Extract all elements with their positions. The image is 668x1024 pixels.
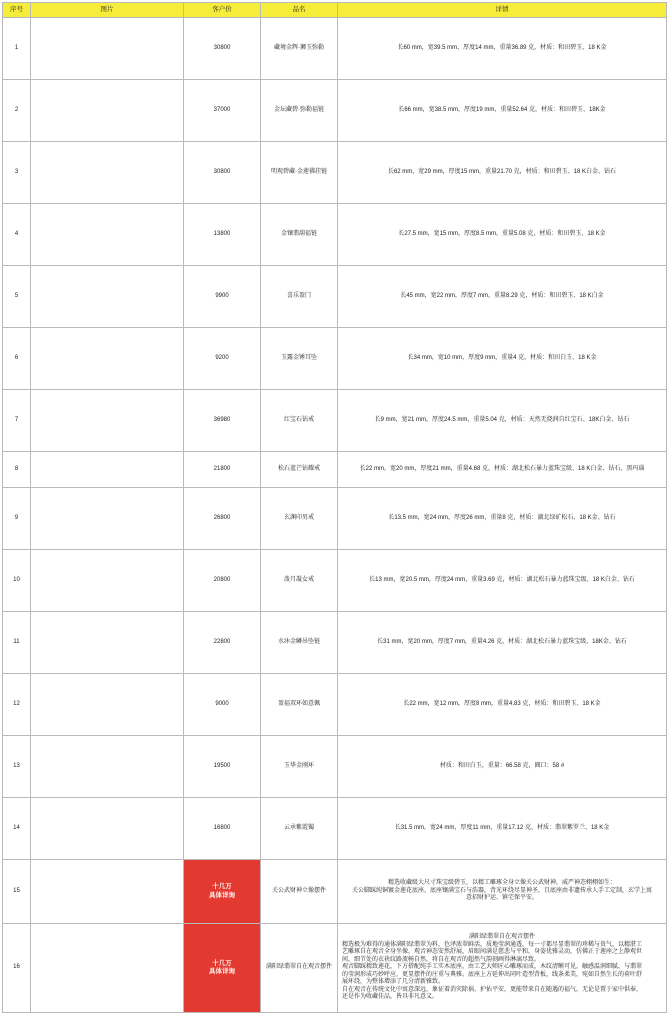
row-number: 5: [3, 266, 31, 328]
image-cell: [31, 266, 184, 328]
details-cell: [338, 550, 667, 612]
details-line: 长31 mm，宽20 mm，厚度7 mm，重量4.26 克，材质：湖北松石暴力蓝珠宝级、18K金、钻石: [377, 638, 627, 645]
image-group: [31, 517, 183, 521]
product-name: 玉露金锤耳坠: [261, 328, 338, 390]
row-number: 14: [3, 798, 31, 860]
product-table: [2, 2, 667, 1013]
product-name: 水沐金鳞吊坠链: [261, 612, 338, 674]
header-details: 详情: [338, 3, 667, 18]
image-group: [31, 641, 183, 645]
image-group: [31, 579, 183, 583]
row-number: 16: [3, 924, 31, 1013]
details-cell: [338, 798, 667, 860]
row-number: 2: [3, 80, 31, 142]
price-cell: 37000: [184, 80, 261, 142]
image-cell: [31, 736, 184, 798]
price-cell: 26800: [184, 488, 261, 550]
image-group: [31, 171, 183, 175]
image-group: [31, 295, 183, 299]
details-line: 长13.5 mm，宽24 mm，厚度26 mm，重量8 克，材质：湖北绿矿松石、18 K金、钻石: [388, 514, 616, 521]
price-cell: 22800: [184, 612, 261, 674]
details-line: 精选收藏级大尺寸珠宝级碧玉，以精工雕琢全身立像关公武财神，威严神态栩栩如生：: [387, 880, 616, 887]
product-name: 关公武财神立像摆件: [261, 860, 338, 924]
details-line: 艺雕琢自在观音全身坐像，观音神态安然舒展，眉眼间满是慈悲与平和，身姿优雅灵动，仿佛正于莲座之上静观世: [342, 949, 643, 956]
details-line: 长45 mm，宽22 mm，厚度7 mm，重量8.29 克，材质：和田碧玉、18 K白金: [400, 292, 604, 299]
image-group: [31, 827, 183, 831]
table-row: [3, 612, 667, 674]
table-row: [3, 142, 667, 204]
table-row: [3, 798, 667, 860]
price-cell: [184, 860, 261, 924]
row-number: 3: [3, 142, 31, 204]
price-cell: 9900: [184, 266, 261, 328]
image-cell: [31, 80, 184, 142]
price-cell: 13800: [184, 204, 261, 266]
row-number: 7: [3, 390, 31, 452]
details-cell: [338, 736, 667, 798]
image-group: [31, 419, 183, 423]
details-line: 长60 mm，宽39.5 mm，厚度14 mm，重量36.89 克，材质：和田碧玉、18 K金: [397, 44, 607, 51]
product-name: 泼月凝女戒: [261, 550, 338, 612]
header-image: 图片: [31, 3, 184, 18]
details-line: 长27.5 mm，宽15 mm，厚度8.5 mm，重量5.08 克，材质：和田碧玉、18 K金: [398, 230, 606, 237]
details-cell: [338, 204, 667, 266]
details-line: 观音脚踩精致莲花，下方搭配纯手工实木底座，由工艺大师匠心雕琢而成，木纹清晰可见，触感温润细腻，与翡翠: [342, 964, 643, 971]
details-line: 长31.5 mm，宽24 mm，厚度11 mm，重量17.12 克，材质：翡翠紫罗兰、18 K金: [394, 824, 610, 831]
price-cell: 30800: [184, 142, 261, 204]
image-cell: [31, 612, 184, 674]
details-line: 长22 mm，宽20 mm，厚度21 mm，重量4.68 克，材质：湖北松石暴力蓝珠宝级、18 K白金、钻石、黑玛瑙: [359, 465, 645, 472]
image-cell: [31, 798, 184, 860]
product-name: 喜乐盈门: [261, 266, 338, 328]
header-no: 序号: [3, 3, 31, 18]
image-cell: [31, 550, 184, 612]
details-line: 还是作为收藏佳品，皆具非凡意义。: [342, 994, 439, 1001]
details-line: 意招财护运、镇宅保平安。: [465, 895, 538, 902]
details-line: 长9 mm，宽21 mm，厚度24.5 mm，重量5.04 克，材质：天然无烧润自红宝石、18K白金、钻石: [374, 416, 630, 423]
price-cell: 16800: [184, 798, 261, 860]
row-number: 15: [3, 860, 31, 924]
image-cell: [31, 142, 184, 204]
price-cell: [184, 924, 261, 1013]
details-line: 长66 mm，宽38.5 mm，厚度19 mm，重量52.64 克，材质：和田碧玉、18K金: [398, 106, 606, 113]
image-group: [31, 890, 183, 894]
image-cell: [31, 674, 184, 736]
product-name: 玄渊印男戒: [261, 488, 338, 550]
row-number: 10: [3, 550, 31, 612]
image-cell: [31, 390, 184, 452]
product-name: 金坛藏碧·弥勒福链: [261, 80, 338, 142]
details-cell: [338, 488, 667, 550]
price-note-line: 十几万: [212, 959, 232, 967]
row-number: 1: [3, 18, 31, 80]
image-cell: [31, 204, 184, 266]
price-note-line: 具体详询: [209, 968, 235, 975]
table-row: [3, 80, 667, 142]
price-cell: 36980: [184, 390, 261, 452]
table-row: [3, 204, 667, 266]
details-line: 的莹润形成巧妙呼应，更显摆件的庄重与典雅。底座上方延伸出同叶造型背板，线条柔美，宛如自然生长的荷叶舒: [342, 971, 643, 978]
price-cell: 19500: [184, 736, 261, 798]
product-name: 盈福双环如意佩: [261, 674, 338, 736]
product-name: 满阳绿翡翠自在观音摆件: [261, 924, 338, 1013]
row-number: 8: [3, 452, 31, 488]
table-body: [3, 18, 667, 1013]
row-number: 12: [3, 674, 31, 736]
image-group: [31, 357, 183, 361]
details-cell: [338, 390, 667, 452]
image-cell: [31, 328, 184, 390]
image-group: [31, 966, 183, 970]
row-number: 11: [3, 612, 31, 674]
price-cell: 30800: [184, 18, 261, 80]
image-group: [31, 109, 183, 113]
image-group: [31, 233, 183, 237]
product-name: 红宝石钻戒: [261, 390, 338, 452]
table-row: [3, 550, 667, 612]
details-line: 长22 mm，宽12 mm，厚度8 mm，重量4.83 克，材质：和田碧玉、18 K金: [403, 700, 601, 707]
row-number: 13: [3, 736, 31, 798]
image-group: [31, 47, 183, 51]
details-cell: [338, 328, 667, 390]
details-cell: [338, 80, 667, 142]
details-cell: [338, 612, 667, 674]
header-row: [3, 3, 667, 18]
details-line: 展环绕，为整体增添了几分清新雅致。: [342, 979, 445, 986]
price-cell: 9200: [184, 328, 261, 390]
image-cell: [31, 488, 184, 550]
table-row: [3, 452, 667, 488]
product-name: 玉华金刚环: [261, 736, 338, 798]
product-name: 明观碧藏·金莲佛挂链: [261, 142, 338, 204]
header-name: 品名: [261, 3, 338, 18]
table-row: [3, 860, 667, 924]
price-cell: 9000: [184, 674, 261, 736]
image-cell: [31, 452, 184, 488]
price-cell: 20800: [184, 550, 261, 612]
row-number: 9: [3, 488, 31, 550]
product-name: 金镶翡葫福链: [261, 204, 338, 266]
details-line: 长13 mm，宽20.5 mm，厚度24 mm，重量3.69 克，材质：湖北松石暴力蓝珠宝级、18 K白金、钻石: [369, 576, 635, 583]
table-row: [3, 390, 667, 452]
image-cell: [31, 924, 184, 1013]
details-cell: [338, 266, 667, 328]
image-cell: [31, 860, 184, 924]
details-cell: [338, 860, 667, 924]
details-line: 关公脚踩纯铜镀金莲花底座，底座镶满宝石与浩器，背光环绕尽显神圣，且底座由非遗传承人手工定制，玄学上寓: [351, 887, 652, 894]
details-cell: [338, 18, 667, 80]
details-line: 间，细节处的衣袂纹路流畅自然，将自在观音的超然气韵刻画得淋漓尽致。: [342, 956, 541, 963]
details-line: 满阳绿翡翠自在观音摆件: [468, 934, 535, 941]
table-row: [3, 328, 667, 390]
table-row: [3, 674, 667, 736]
table-row: [3, 488, 667, 550]
table-row: [3, 18, 667, 80]
details-cell: [338, 674, 667, 736]
details-cell: [338, 924, 667, 1013]
image-cell: [31, 18, 184, 80]
details-line: 材质：和田白玉，重量：66.58 克，圈口：58 #: [439, 762, 565, 769]
price-note-line: 十几万: [212, 883, 232, 891]
row-number: 6: [3, 328, 31, 390]
price-note-line: 具体详询: [209, 891, 235, 899]
table-row: [3, 266, 667, 328]
product-name: 松石蓝芒钻耀戒: [261, 452, 338, 488]
image-group: [31, 765, 183, 769]
details-line: 自在观音在传统文化中寓意深远，象征着消灾除祸、护佑平安，更能带来自在随遇的福气，无论是置于家中供奉，: [342, 986, 643, 993]
header-price: 客户价: [184, 3, 261, 18]
details-cell: [338, 452, 667, 488]
details-line: 长34 mm，宽10 mm，厚度9 mm，重量4 克，材质：和田白玉、18 K金: [407, 354, 597, 361]
details-line: 精选极为难得的通体满阳绿翡翠为料，色泽浓翠鲜活，质地莹润通透，每一寸都尽显翡翠的珍稀与贵气，以精湛工: [342, 941, 643, 948]
details-cell: [338, 142, 667, 204]
details-line: 长62 mm，宽29 mm，厚度15 mm，重量21.70 克，材质：和田碧玉、18 K白金、钻石: [387, 168, 617, 175]
product-name: 藏境金辉·狮玉弥勒: [261, 18, 338, 80]
image-group: [31, 468, 183, 472]
image-group: [31, 703, 183, 707]
product-name: 云承紫霞镯: [261, 798, 338, 860]
price-cell: 21800: [184, 452, 261, 488]
table-row: [3, 736, 667, 798]
table-row: [3, 924, 667, 1013]
row-number: 4: [3, 204, 31, 266]
